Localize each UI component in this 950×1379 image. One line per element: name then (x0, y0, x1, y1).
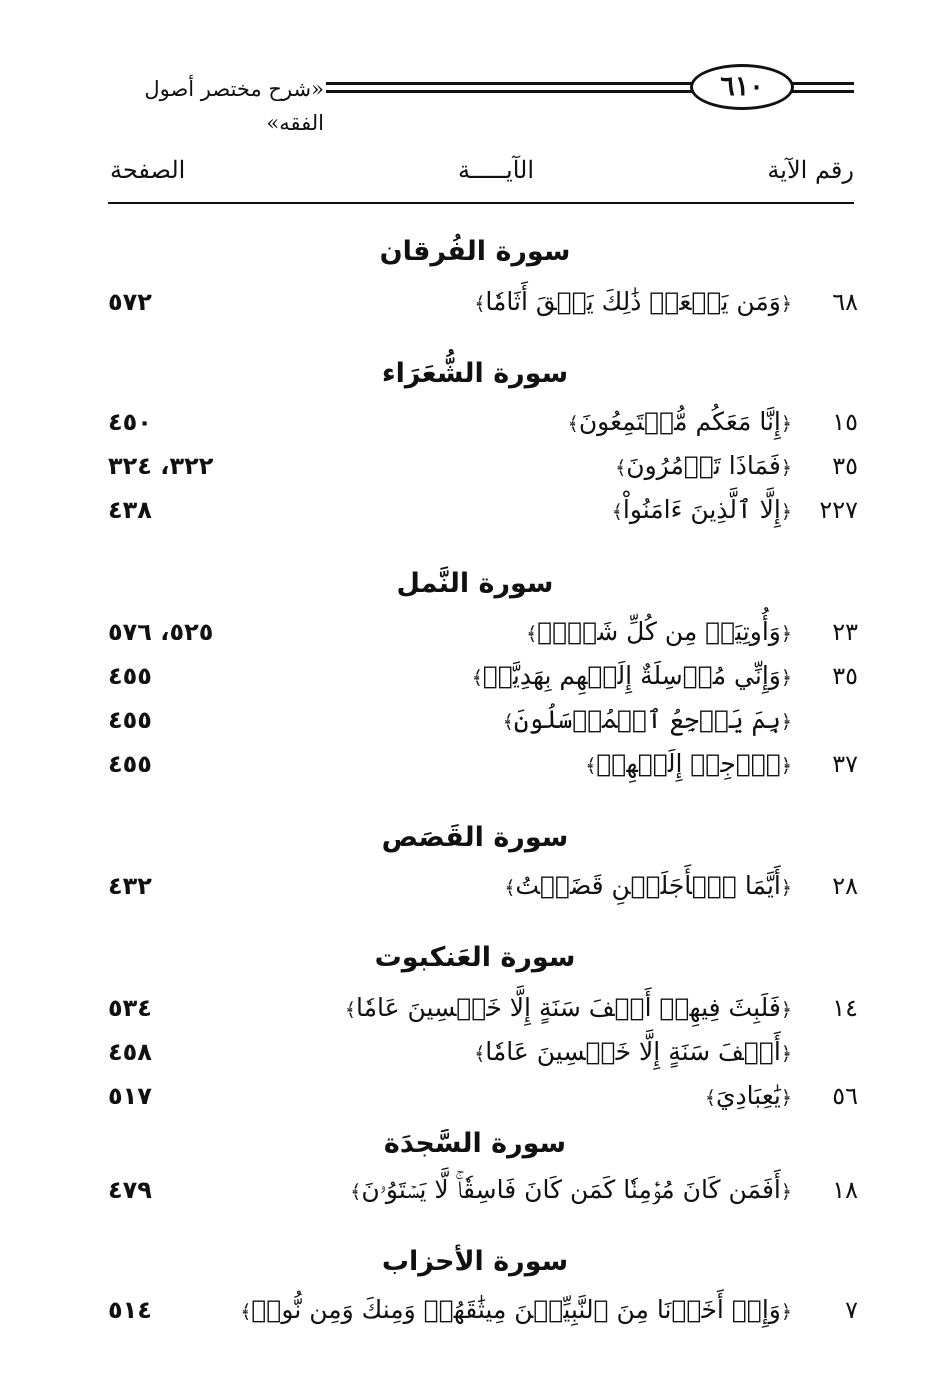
aya-bracket-close-icon: ﴾ (567, 413, 579, 435)
aya-words: أَلۡفَ سَنَةٍ إِلَّا خَمۡسِينَ عَامٗا (485, 1037, 781, 1066)
aya-bracket-close-icon: ﴾ (344, 999, 357, 1021)
aya-words: أَيَّمَا ٱلۡأَجَلَيۡنِ قَضَيۡتُ (515, 871, 781, 900)
aya-words: إِلَّا ٱلَّذِينَ ءَامَنُواْ (622, 495, 781, 524)
aya-bracket-close-icon: ﴾ (350, 1181, 362, 1203)
aya-bracket-close-icon: ﴾ (474, 293, 486, 315)
column-header-aya-number: رقم الآية (767, 156, 854, 184)
aya-bracket-open-icon: ﴿ (780, 293, 792, 315)
aya-bracket-close-icon: ﴾ (615, 457, 627, 479)
index-row (0, 986, 950, 1030)
aya-number: ١٤ (832, 994, 858, 1022)
aya-bracket-close-icon: ﴾ (474, 1043, 486, 1065)
surah-title: سورة الأحزاب (381, 1246, 569, 1277)
surah-title: سورة القَصَص (381, 822, 569, 853)
aya-text (232, 654, 792, 700)
column-header-page: الصفحة (110, 156, 186, 184)
aya-bracket-open-icon: ﴿ (780, 1181, 792, 1203)
aya-number: ٣٥ (832, 452, 858, 480)
aya-text (232, 742, 792, 788)
aya-bracket-close-icon: ﴾ (471, 667, 483, 689)
aya-bracket-open-icon: ﴿ (780, 877, 792, 899)
page-reference: ٤٥٥ (108, 750, 152, 778)
aya-words: وَأُوتِيَتۡ مِن كُلِّ شَيۡءٖ (537, 617, 781, 646)
page-reference: ٥١٤ (108, 1296, 152, 1324)
aya-words: وَإِذۡ أَخَذۡنَا مِنَ ٱلنَّبِيِّـۧنَ مِيثَٰقَهُمۡ وَمِنكَ وَمِن نُّوحٖ (251, 1295, 781, 1324)
running-title: «شرح مختصر أصول الفقه» (144, 77, 324, 135)
aya-text (232, 1030, 792, 1076)
page-reference: ٤٥٥ (108, 662, 152, 690)
index-row (0, 488, 950, 532)
aya-text (232, 610, 792, 656)
aya-words: يَٰعِبَادِيَ (715, 1081, 781, 1110)
page-reference: ٥٧٢ (108, 288, 152, 316)
column-header-rule (108, 202, 854, 204)
aya-text (232, 280, 792, 326)
index-row (0, 742, 950, 786)
page-reference: ٤٣٢ (108, 872, 152, 900)
aya-bracket-open-icon: ﴿ (780, 1087, 792, 1109)
aya-words: إِنَّا مَعَكُم مُّسۡتَمِعُونَ (578, 407, 781, 436)
page-reference: ٥٣٤ (108, 994, 152, 1022)
page-reference: ٤٣٨ (108, 496, 152, 524)
aya-bracket-open-icon: ﴿ (780, 501, 792, 523)
aya-bracket-open-icon: ﴿ (780, 623, 792, 645)
aya-bracket-open-icon: ﴿ (780, 711, 792, 733)
index-row (0, 1074, 950, 1118)
aya-bracket-close-icon: ﴾ (526, 623, 538, 645)
aya-text (232, 1288, 792, 1334)
aya-text (232, 698, 792, 744)
index-row (0, 698, 950, 742)
aya-bracket-open-icon: ﴿ (780, 755, 792, 777)
aya-bracket-close-icon: ﴾ (611, 501, 623, 523)
aya-number: ٢٨ (832, 872, 858, 900)
page-number: ٦١٠ (690, 64, 794, 110)
index-row (0, 864, 950, 908)
surah-title: سورة السَّجدَة (383, 1128, 567, 1159)
index-row (0, 1168, 950, 1212)
aya-number: ٥٦ (832, 1082, 858, 1110)
aya-number: ٣٥ (832, 662, 858, 690)
page-reference: ٤٥٠ (108, 408, 152, 436)
page-reference: ٣٢٢، ٣٢٤ (108, 452, 214, 480)
aya-words: بِمَ يَرۡجِعُ ٱلۡمُرۡسَلُونَ (513, 705, 781, 734)
aya-text (232, 1074, 792, 1120)
aya-bracket-close-icon: ﴾ (504, 877, 516, 899)
aya-bracket-close-icon: ﴾ (240, 1301, 252, 1323)
aya-text (232, 1168, 792, 1214)
index-row (0, 444, 950, 488)
index-row (0, 1030, 950, 1074)
surah-title: سورة النَّمل (396, 568, 554, 599)
page-reference: ٤٧٩ (108, 1176, 152, 1204)
aya-number: ٧ (845, 1296, 858, 1324)
aya-words: وَإِنِّي مُرۡسِلَةٌ إِلَيۡهِم بِهَدِيَّةٖ (482, 661, 781, 690)
aya-bracket-close-icon: ﴾ (704, 1087, 716, 1109)
aya-number: ٦٨ (832, 288, 858, 316)
index-row (0, 610, 950, 654)
surah-title: سورة العَنكبوت (374, 942, 576, 973)
aya-number: ٢٣ (832, 618, 858, 646)
aya-text (232, 444, 792, 490)
aya-text (232, 986, 792, 1032)
aya-bracket-open-icon: ﴿ (780, 1043, 792, 1065)
aya-bracket-open-icon: ﴿ (780, 1301, 792, 1323)
aya-words: فَمَاذَا تَأۡمُرُونَ (626, 451, 781, 480)
aya-number: ٣٧ (832, 750, 858, 778)
page-reference: ٥٢٥، ٥٧٦ (108, 618, 214, 646)
index-row (0, 280, 950, 324)
page-reference: ٤٥٥ (108, 706, 152, 734)
aya-bracket-close-icon: ﴾ (585, 755, 597, 777)
aya-words: فَلَبِثَ فِيهِمۡ أَلۡفَ سَنَةٍ إِلَّا خَمۡسِينَ عَامٗا (356, 993, 781, 1022)
aya-words: ٱرۡجِعۡ إِلَيۡهِمۡ (596, 749, 781, 778)
index-row (0, 1288, 950, 1332)
aya-number: ١٥ (832, 408, 858, 436)
page-reference: ٤٥٨ (108, 1038, 152, 1066)
column-header-aya: الآيـــــة (458, 156, 534, 184)
surah-title: سورة الفُرقان (379, 236, 571, 267)
aya-text (232, 864, 792, 910)
aya-text (232, 400, 792, 446)
surah-title: سورة الشُّعَرَاء (381, 358, 569, 389)
index-row (0, 400, 950, 444)
aya-number: ١٨ (832, 1176, 858, 1204)
page-reference: ٥١٧ (108, 1082, 152, 1110)
aya-bracket-open-icon: ﴿ (780, 457, 792, 479)
aya-bracket-close-icon: ﴾ (502, 711, 514, 733)
aya-bracket-open-icon: ﴿ (780, 413, 792, 435)
aya-words: وَمَن يَفۡعَلۡ ذَٰلِكَ يَلۡقَ أَثَامٗا (485, 287, 781, 316)
aya-text (232, 488, 792, 534)
aya-words: أَفَمَن كَانَ مُؤۡمِنٗا كَمَن كَانَ فَاسِقٗاۚ لَّا يَسۡتَوُۥنَ (361, 1175, 781, 1204)
index-row (0, 654, 950, 698)
aya-number: ٢٢٧ (819, 496, 858, 524)
aya-bracket-open-icon: ﴿ (780, 999, 792, 1021)
aya-bracket-open-icon: ﴿ (780, 667, 792, 689)
